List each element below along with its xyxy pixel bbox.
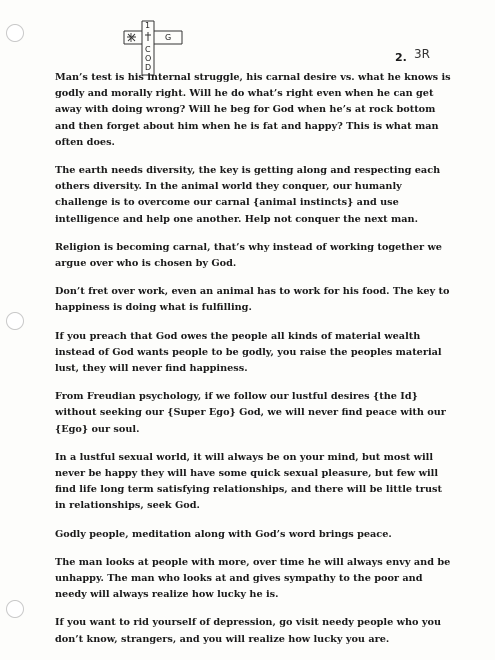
paragraph: The earth needs diversity, the key is getting along and respecting each others diversity. In the animal world they conquer, our humanly challenge is to overcome our carnal {animal instincts} and use intelligence and help one another. Help not conquer the next man. [55, 165, 441, 225]
paragraph: In a lustful sexual world, it will always be on your mind, but most will never be happy they will have some quick sexual pleasure, but few will find life long term satisfying relationships, and there will be little trust in relationships, seek God. [55, 451, 442, 512]
paragraph: If you preach that God owes the people all kinds of material wealth instead of God wants people to be godly, you raise the peoples material lust, they will never find happiness. [55, 330, 442, 375]
cross-drawing [120, 18, 186, 78]
paragraph: Godly people, meditation along with God’s word brings peace. [55, 528, 392, 540]
hand-drawn-cross [120, 18, 186, 78]
cross-letter: O [145, 54, 152, 63]
punch-hole [6, 600, 24, 618]
paragraph: If you want to rid yourself of depression, go visit needy people who you don’t know, strangers, and you will realize how lucky you are. [55, 617, 442, 645]
body-text [55, 70, 455, 660]
punch-hole [6, 24, 24, 42]
cross-letter: 1 [145, 21, 151, 30]
punch-hole [6, 312, 24, 330]
paragraph: The man looks at people with more, over time he will always envy and be unhappy. The man who looks at and gives sympathy to the poor and needy will always realize how lucky he is. [55, 556, 451, 601]
paragraph: Religion is becoming carnal, that’s why instead of working together we argue over who is chosen by God. [55, 241, 442, 270]
cross-letter: C [145, 45, 151, 54]
handwritten-page-mark: 3R [414, 47, 430, 61]
paragraph: Man’s test is his internal struggle, his carnal desire vs. what he knows is godly and morally right. Will he do what’s right even when he can get away with doing wrong? Will he beg for God when he’s at rock bottom and then forget about him when he is fat and happy? This is what man often does. [55, 72, 451, 148]
cross-letter: G [165, 33, 172, 42]
paragraph: Don’t fret over work, even an animal has to work for his food. The key to happiness is doing what is fulfilling. [55, 286, 450, 314]
page-number: 2. [395, 51, 407, 64]
cross-letter: D [145, 63, 152, 72]
paragraph: From Freudian psychology, if we follow our lustful desires {the Id} without seeking our {Super Ego} God, we will never find peace with our {Ego} our soul. [55, 391, 446, 435]
